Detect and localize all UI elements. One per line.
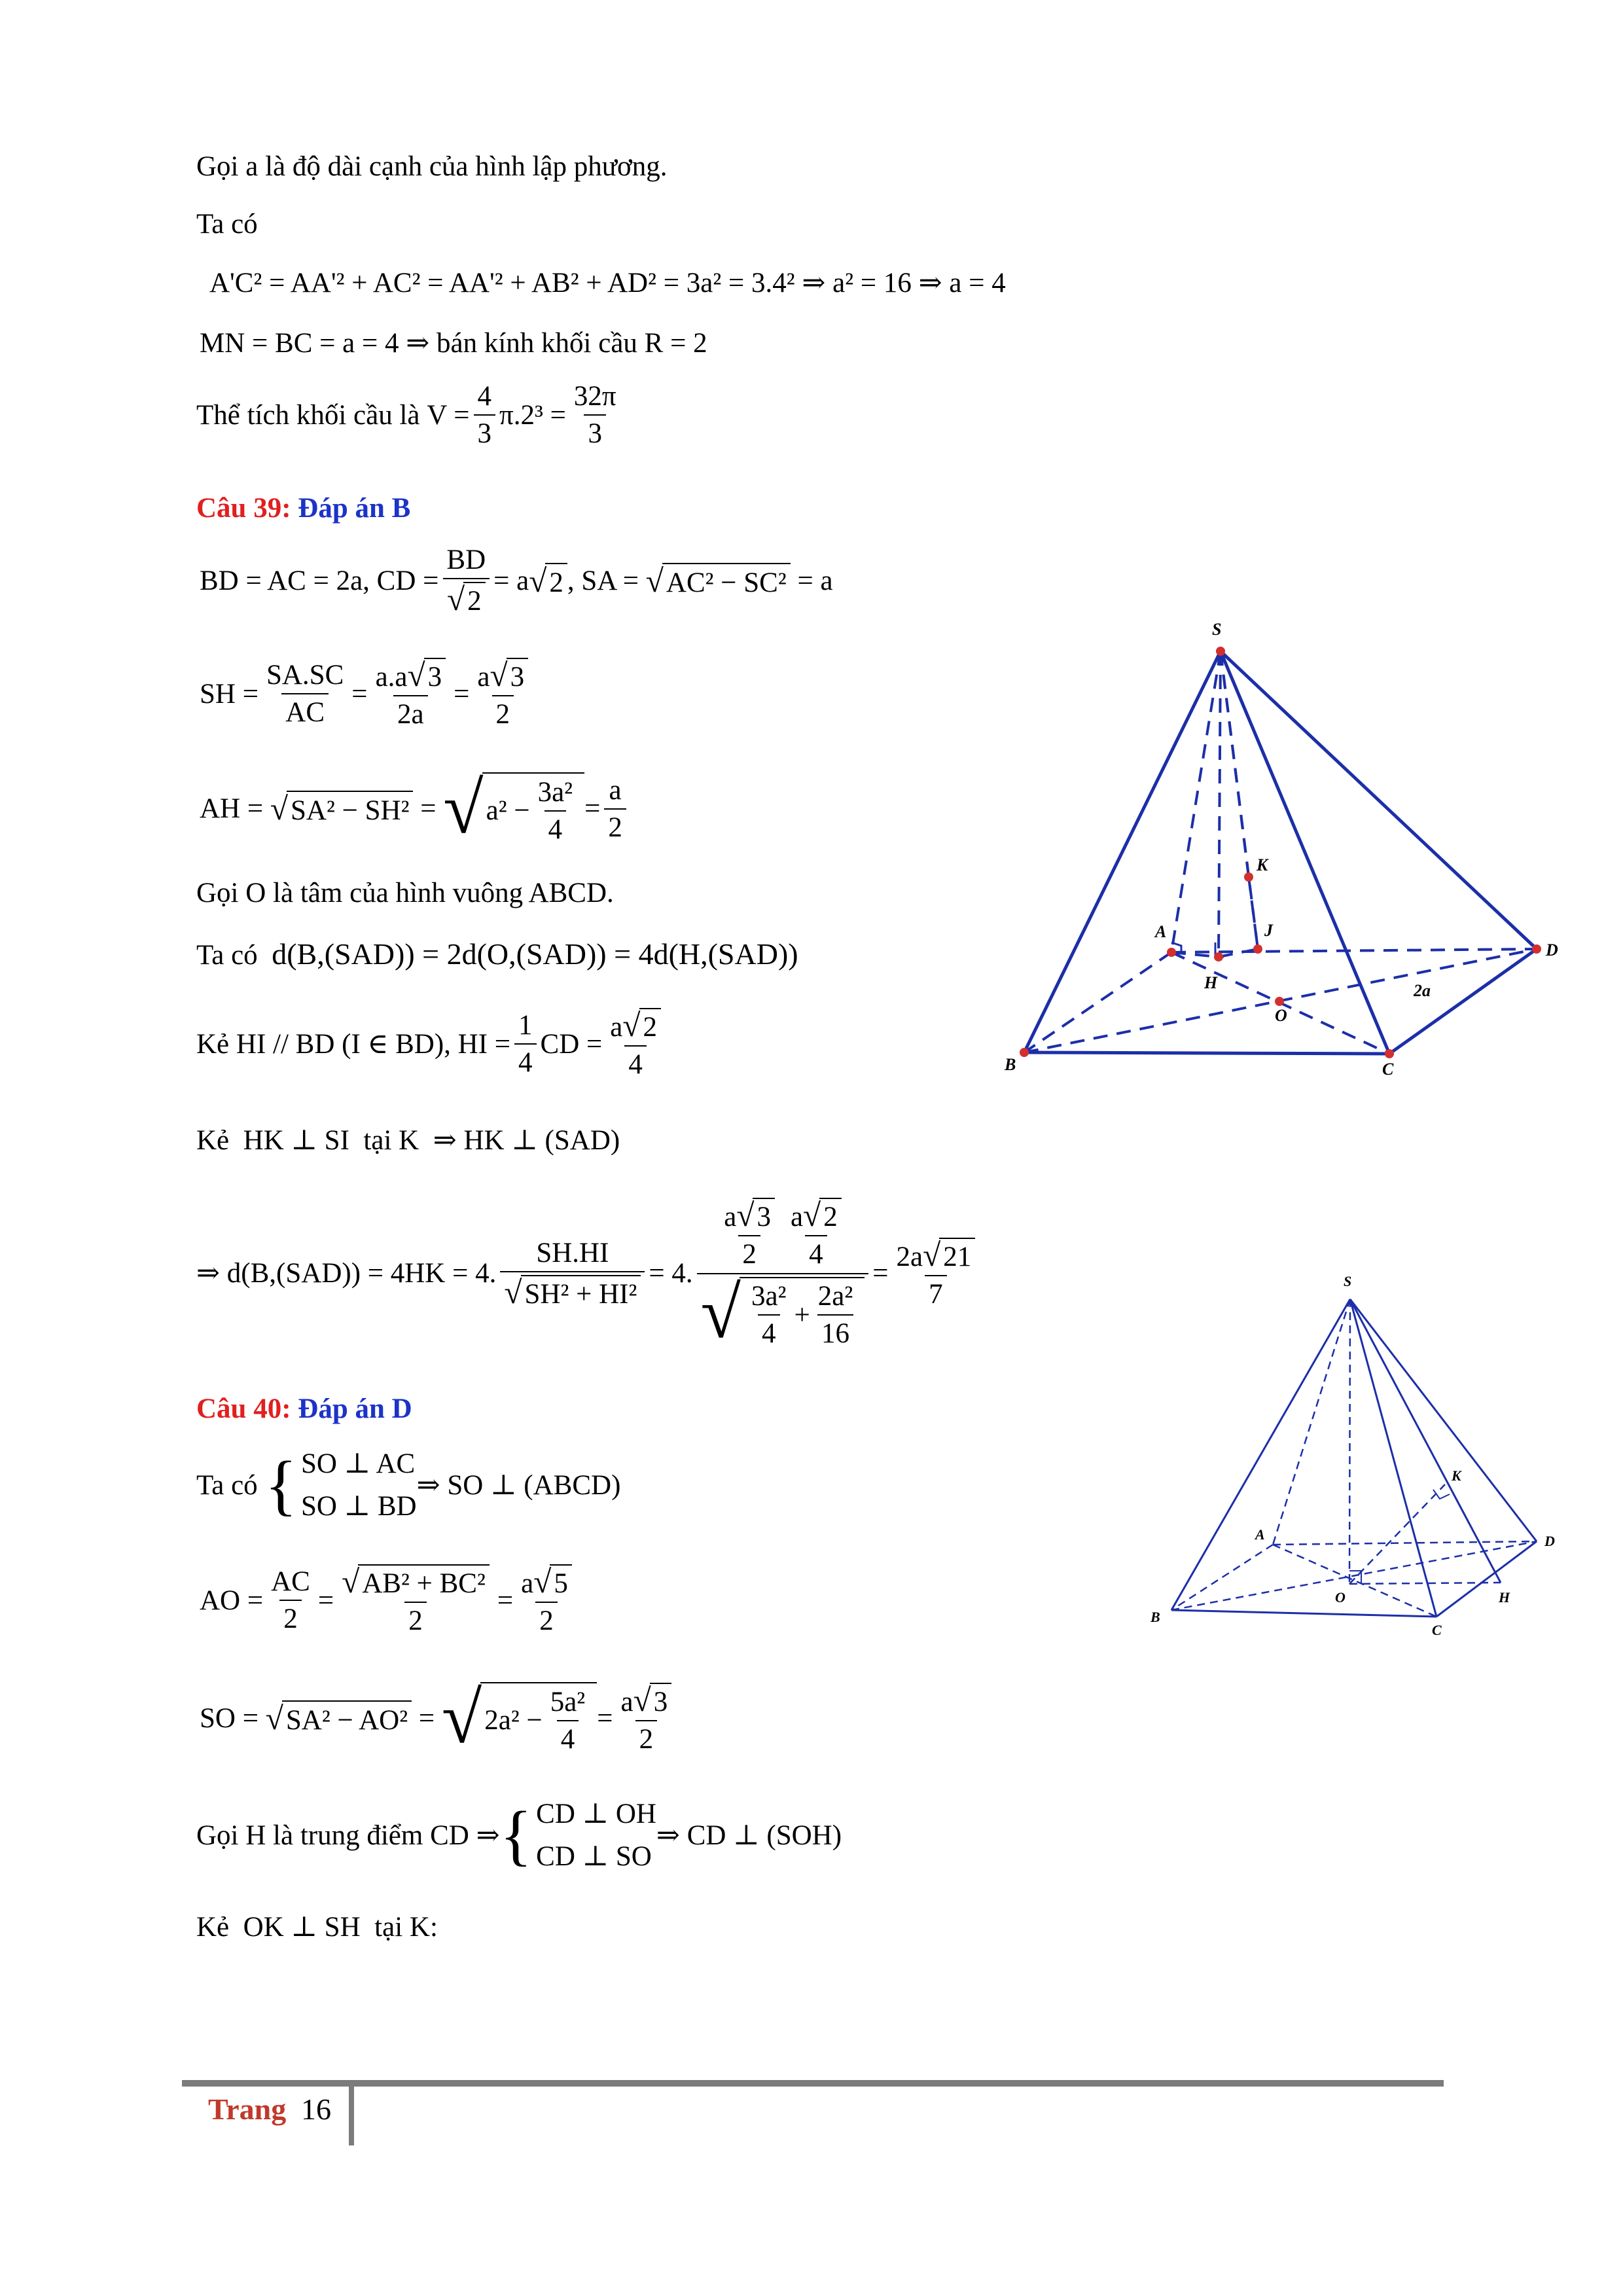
q40-line-1 [196, 1443, 620, 1528]
radical: √ 2a² − $\frac{\text{5a²}}{4}$ [442, 1682, 597, 1755]
text: CD ⇒ [430, 1820, 500, 1851]
fraction: $\frac{a}{2}$ [604, 775, 626, 844]
fraction: 2a √ 21 7 [893, 1238, 980, 1310]
label-h: H [1499, 1589, 1510, 1605]
q39-line-6 [196, 1008, 669, 1081]
text: AH = [200, 793, 264, 825]
fraction: $\frac{AC}{2}$ [271, 1566, 310, 1635]
text: tại K [363, 1125, 419, 1156]
text: BD = AC = 2a, CD = [200, 565, 439, 596]
text: CD = [540, 1028, 603, 1060]
fraction: a √ 3 2 a √ 2 4 √ $\frac{\text{3a²}}{4}$ + $\frac{\text{2a²}}{16}$ [697, 1198, 869, 1350]
label-b: B [1150, 1609, 1160, 1625]
text: , SA = [567, 565, 639, 596]
text: Kẻ [196, 1028, 230, 1060]
label-s: S [1212, 620, 1222, 639]
pyramid-figure-2 [1126, 1263, 1571, 1643]
intro-line-1: Gọi a là độ dài cạnh của hình lập phương. [196, 151, 668, 182]
text: ⇒ CD ⊥ (SOH) [656, 1820, 842, 1851]
q40-heading [196, 1393, 412, 1425]
intro-eq-2-c: R = 2 [644, 328, 707, 359]
text: Kẻ [196, 1912, 230, 1943]
text: AO = [200, 1585, 264, 1616]
intro-eq-2 [200, 327, 707, 359]
q39-line-2: SH = $\frac{SA.SC}{AC}$ = a.a √ 3 2a = a √ 3 2 [200, 658, 536, 730]
q40-label: Câu 40: [196, 1393, 291, 1424]
q39-line-3: AH = √ SA² − SH² = √ a² − $\frac{\text{3a²}}{4}$ = $\frac{a}{2}$ [200, 772, 630, 846]
label-s: S [1344, 1273, 1352, 1289]
text: ⇒ HK ⊥ (SAD) [433, 1125, 620, 1156]
q39-line-8: ⇒ d(B,(SAD)) = 4HK = 4. SH.HI √ SH² + HI² = 4. a √ 3 2 a √ 2 4 √ $\frac{\text{3a²}}{4}$ + $\frac{\text{2a²}}{16}$ = 2a √ 21 7 [196, 1198, 983, 1350]
pyramid-figure-1 [969, 615, 1571, 1086]
text: Gọi H là trung điểm [196, 1820, 423, 1851]
label-2a: 2a [1414, 981, 1431, 1000]
text: HK ⊥ SI [243, 1125, 349, 1156]
radical: √ SA² − AO² [266, 1700, 412, 1736]
fraction: a.a √ 3 2a [372, 658, 450, 730]
label-j: J [1264, 921, 1273, 940]
label-c: C [1382, 1060, 1394, 1079]
q39-label: Câu 39: [196, 493, 291, 524]
q39-heading [196, 492, 410, 524]
intro-eq-2-b: bán kính khối cầu [437, 328, 637, 359]
label-o: O [1335, 1589, 1346, 1605]
intro-volume [196, 381, 624, 450]
intro-eq-2-a: MN = BC = a = 4 ⇒ [200, 328, 430, 359]
text: Ta có [196, 1469, 258, 1501]
q40-line-2: AO = $\frac{AC}{2}$ = √ AB² + BC² 2 = a √ 5 2 [200, 1564, 580, 1637]
radical: √ SA² − SH² [270, 791, 414, 827]
text: Kẻ [196, 1125, 230, 1156]
intro-eq-1: A'C² = AA'² + AC² = AA'² + AB² + AD² = 3a² = 3.4² ⇒ a² = 16 ⇒ a = 4 [209, 268, 1006, 298]
q39-answer: Đáp án B [298, 493, 411, 524]
text: SO = [200, 1703, 259, 1734]
radical: √ a² − $\frac{\text{3a²}}{4}$ [443, 772, 584, 846]
label-o: O [1275, 1006, 1287, 1025]
text: = a [493, 565, 529, 596]
label-k: K [1452, 1467, 1461, 1484]
radical: √ 2 [447, 582, 486, 617]
footer-page-label: Trang [208, 2092, 287, 2126]
label-a: A [1155, 922, 1167, 941]
label-k: K [1257, 855, 1268, 874]
text: = a [797, 565, 833, 596]
volume-text: Thể tích khối cầu là [196, 399, 420, 431]
q39-line-5 [196, 937, 798, 972]
q40-line-4 [196, 1793, 842, 1878]
fraction: $\frac{1}{4}$ [514, 1010, 537, 1079]
fraction: a √ 3 2 [616, 1683, 675, 1755]
fraction: a √ 3 2 [473, 658, 532, 730]
fraction: SH.HI √ SH² + HI² [500, 1238, 645, 1310]
q40-line-3: SO = √ SA² − AO² = √ 2a² − $\frac{\text{5a²}}{4}$ = a √ 3 2 [200, 1682, 679, 1755]
text: = 4. [649, 1258, 693, 1289]
q39-line-4: Gọi O là tâm của hình vuông ABCD. [196, 878, 614, 908]
text: ⇒ SO ⊥ (ABCD) [416, 1469, 621, 1501]
label-h: H [1204, 973, 1218, 992]
label-d: D [1544, 1533, 1555, 1549]
text: Ta có [196, 940, 258, 971]
fraction: a √ 2 4 [606, 1008, 665, 1081]
footer-rule [182, 2080, 1444, 2087]
fraction: BD √ 2 [442, 545, 490, 617]
radical: √ AC² − SC² [646, 563, 791, 599]
radical: √ 2 [529, 563, 567, 599]
intro-line-2: Ta có [196, 209, 258, 240]
fraction: a √ 5 2 [517, 1564, 576, 1637]
q40-line-5 [196, 1911, 438, 1943]
volume-lhs: V = [427, 399, 470, 431]
text: tại K: [374, 1912, 438, 1943]
fraction: √ AB² + BC² 2 [338, 1564, 493, 1637]
volume-mid: π.2³ = [499, 399, 566, 431]
fraction: $\frac{32\pi}{3}$ [573, 381, 616, 450]
footer-divider [349, 2080, 354, 2145]
text: SH = [200, 678, 259, 709]
q39-line-7 [196, 1124, 620, 1157]
text: HI // BD (I ∈ BD), HI = [236, 1028, 511, 1060]
label-a: A [1255, 1526, 1265, 1543]
q39-line-1 [200, 545, 833, 617]
q40-answer: Đáp án D [298, 1393, 412, 1424]
label-c: C [1432, 1622, 1442, 1638]
fraction: $\frac{4}{3}$ [474, 381, 496, 450]
fraction: $\frac{SA.SC}{AC}$ [266, 660, 344, 728]
label-b: B [1005, 1055, 1016, 1074]
equation-system: { CD ⊥ OH CD ⊥ SO [499, 1797, 656, 1873]
text: ⇒ d(B,(SAD)) = 4HK = 4. [196, 1258, 497, 1289]
text: d(B,(SAD)) = 2d(O,(SAD)) = 4d(H,(SAD)) [272, 937, 798, 971]
text: OK ⊥ SH [243, 1912, 361, 1943]
equation-system: { SO ⊥ AC SO ⊥ BD [264, 1447, 417, 1522]
label-d: D [1546, 941, 1558, 960]
footer-page-number: 16 [301, 2092, 331, 2126]
